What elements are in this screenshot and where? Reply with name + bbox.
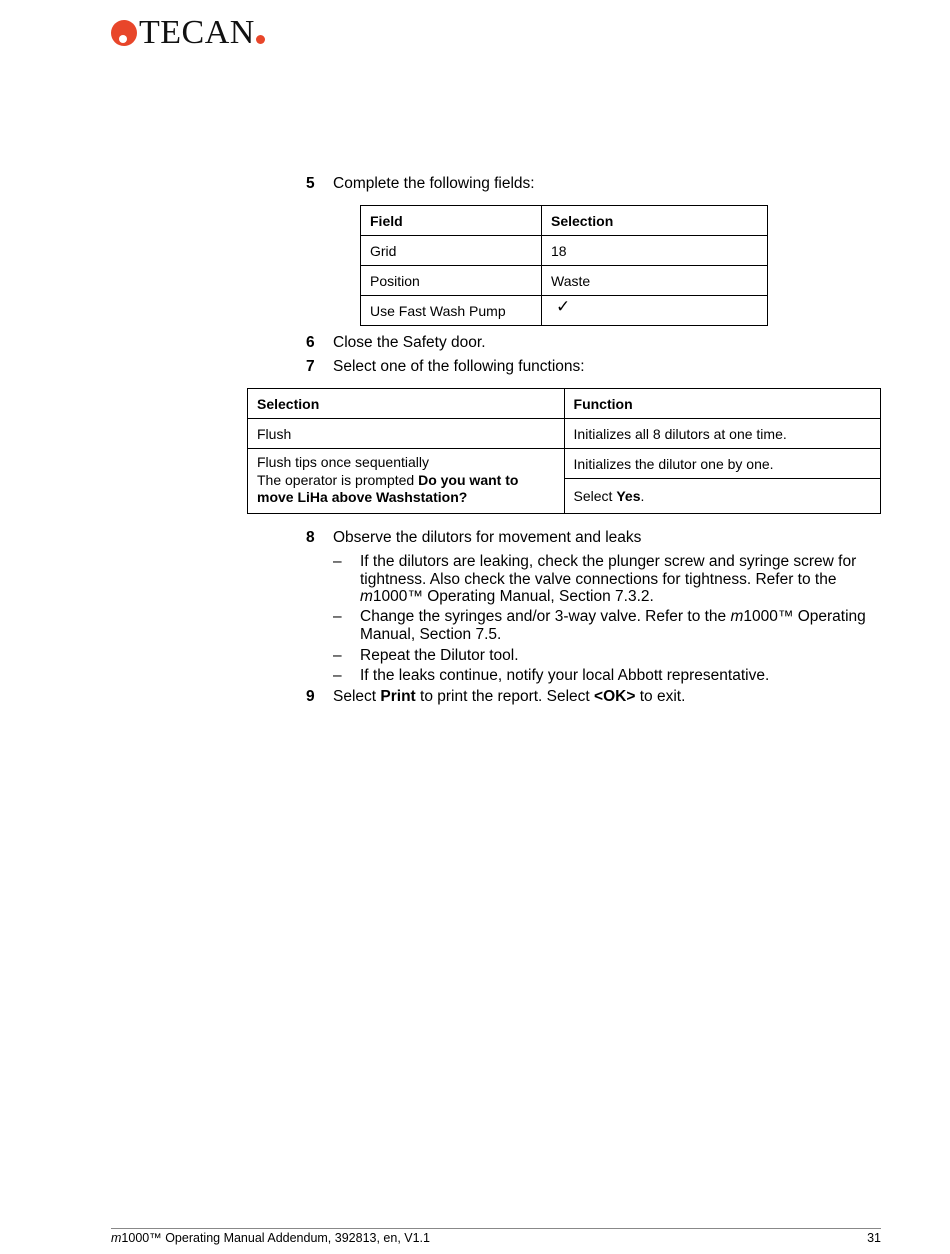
dash-marker: – — [333, 667, 342, 684]
bullet-text — [360, 608, 885, 643]
bullet-text-part: 1000™ Operating Manual, Section 7.3.2. — [372, 588, 654, 605]
logo-text: TECAN — [139, 14, 255, 51]
step-text-part: to print the report. Select — [415, 688, 595, 705]
function-cell: Initializes the dilutor one by one. — [564, 449, 880, 479]
bullet-text-part: 1000™ Operating Manual, Section 7.5. — [360, 608, 866, 643]
dash-marker: – — [333, 608, 342, 625]
function-cell — [564, 479, 880, 514]
function-cell: Initializes all 8 dilutors at one time. — [564, 419, 880, 449]
selection-cell: 18 — [542, 236, 768, 266]
step-text: Observe the dilutors for movement and leaks — [333, 529, 642, 546]
logo-circle-icon — [111, 20, 137, 46]
table-row — [361, 296, 768, 326]
footer-document-title — [111, 1230, 430, 1246]
header-selection: Selection — [248, 389, 565, 419]
step-number: 8 — [306, 529, 315, 546]
function-post: . — [640, 488, 645, 504]
footer-divider — [111, 1228, 881, 1229]
selection-cell: Flush — [248, 419, 565, 449]
table-header-row — [361, 206, 768, 236]
step-text: Select one of the following functions: — [333, 358, 585, 375]
bullet-text: If the leaks continue, notify your local Abbott representative. — [360, 667, 770, 684]
tecan-logo — [111, 16, 265, 50]
page-number: 31 — [867, 1231, 881, 1245]
table-row — [248, 419, 881, 449]
table-row — [248, 449, 881, 479]
ok-label: <OK> — [594, 688, 636, 705]
step-text: Close the Safety door. — [333, 334, 486, 351]
step-text-part: Select — [333, 688, 381, 705]
selection-cell: Waste — [542, 266, 768, 296]
field-cell: Use Fast Wash Pump — [361, 296, 542, 326]
bullet-text — [360, 553, 885, 606]
step-number: 7 — [306, 358, 315, 375]
header-selection: Selection — [542, 206, 768, 236]
functions-table — [247, 388, 881, 514]
bullet-text-italic: m — [730, 608, 744, 625]
step-text — [333, 687, 685, 707]
footer-italic: m — [111, 1231, 122, 1245]
step-text: Complete the following fields: — [333, 175, 535, 192]
step-number: 5 — [306, 175, 315, 192]
dash-marker: – — [333, 647, 342, 664]
step-text-part: to exit. — [635, 688, 686, 705]
logo-dot-icon — [256, 35, 265, 44]
field-cell: Grid — [361, 236, 542, 266]
print-label: Print — [380, 688, 416, 705]
operator-prompt — [257, 472, 555, 507]
prompt-text: The operator is prompted — [257, 471, 419, 488]
table-header-row — [248, 389, 881, 419]
checkmark-icon: ✓ — [542, 296, 768, 326]
bullet-text-italic: m — [360, 588, 373, 605]
step-number: 6 — [306, 334, 315, 351]
fields-table — [360, 205, 768, 326]
selection-option-text: Flush tips once sequentially — [257, 454, 429, 470]
bullet-text-part: If the dilutors are leaking, check the plunger screw and syringe screw for tightness. Also check the valve connections for tightness. Refer to the — [360, 553, 857, 588]
header-function: Function — [564, 389, 880, 419]
table-row — [361, 266, 768, 296]
table-row — [361, 236, 768, 266]
bullet-text: Repeat the Dilutor tool. — [360, 647, 519, 664]
step-number: 9 — [306, 688, 315, 705]
selection-cell — [248, 449, 565, 514]
header-field: Field — [361, 206, 542, 236]
bullet-text-part: Change the syringes and/or 3-way valve. Refer to the — [360, 608, 731, 625]
field-cell: Position — [361, 266, 542, 296]
function-bold: Yes — [616, 488, 641, 504]
prompt-question: Do you want to move LiHa above Washstation? — [257, 471, 519, 505]
function-text: Select — [573, 488, 617, 504]
footer-title-text: 1000™ Operating Manual Addendum, 392813, en, V1.1 — [121, 1231, 430, 1245]
dash-marker: – — [333, 553, 342, 570]
